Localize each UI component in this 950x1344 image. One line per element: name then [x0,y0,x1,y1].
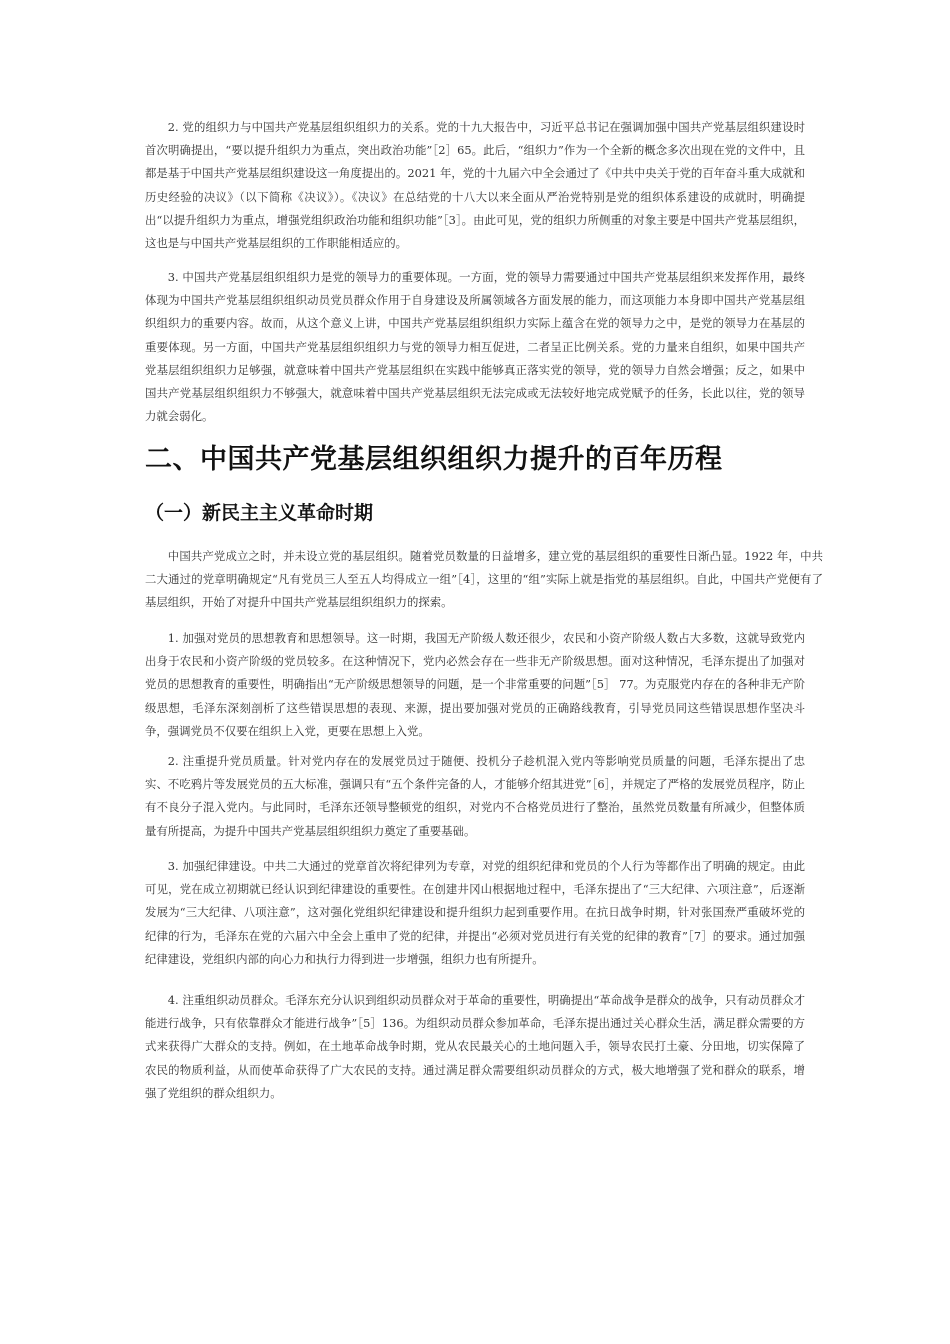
paragraph-intro: 中国共产党成立之时，并未设立党的基层组织。随着党员数量的日益增多，建立党的基层组织的重要性日渐凸显。1922 年，中共二大通过的党章明确规定“凡有党员三人至五人均得成立一组”［4］，这里的“组”实际上就是指党的基层组织。自此，中国共产党便有了基层组织，开始了对提升中国共产党基层组织组织力的探索。 [145,549,823,610]
paragraph-mobilize-masses: 4. 注重组织动员群众。毛泽东充分认识到组织动员群众对于革命的重要性，明确提出“革命战争是群众的战争，只有动员群众才能进行战争，只有依靠群众才能进行战争”［5］136。为组织动员群众参加革命，毛泽东提出通过关心群众生活，满足群众需要的方式来获得广大群众的支持。例如，在土地革命战争时期，党从农民最关心的土地问题入手，领导农民打土豪、分田地，切实保障了农民的物质利益，从而使革命获得了广大农民的支持。通过满足群众需要组织动员群众的方式，极大地增强了党和群众的联系，增强了党组织的群众组织力。 [145,993,805,1100]
section-title: 二、中国共产党基层组织组织力提升的百年历程 [145,444,723,475]
subsection-title: （一）新民主主义革命时期 [145,502,374,524]
paragraph-leadership: 3. 中国共产党基层组织组织力是党的领导力的重要体现。一方面，党的领导力需要通过中国共产党基层组织来发挥作用，最终体现为中国共产党基层组织组织动员党员群众作用于自身建设及所属领域各方面发展的能力，而这项能力本身即中国共产党基层组织组织力的重要内容。故而，从这个意义上讲，中国共产党基层组织组织力实际上蕴含在党的领导力之中，是党的领导力在基层的重要体现。另一方面，中国共产党基层组织组织力与党的领导力相互促进，二者呈正比例关系。党的力量来自组织，如果中国共产党基层组织组织力足够强，就意味着中国共产党基层组织在实践中能够真正落实党的领导，党的领导力自然会增强；反之，如果中国共产党基层组织组织力不够强大，就意味着中国共产党基层组织无法完成或无法较好地完成党赋予的任务，长此以往，党的领导力就会弱化。 [145,270,805,424]
paragraph-ideological-education: 1. 加强对党员的思想教育和思想领导。这一时期，我国无产阶级人数还很少，农民和小资产阶级人数占大多数，这就导致党内出身于农民和小资产阶级的党员较多。在这种情况下，党内必然会存在一些非无产阶级思想。面对这种情况，毛泽东提出了加强对党员的思想教育的重要性，明确指出“无产阶级思想领导的问题，是一个非常重要的问题”［5］ 77。为克服党内存在的各种非无产阶级思想，毛泽东深刻剖析了这些错误思想的表现、来源，提出要加强对党员的正确路线教育，引导党员同这些错误思想作坚决斗争，强调党员不仅要在组织上入党，更要在思想上入党。 [145,631,805,738]
paragraph-member-quality: 2. 注重提升党员质量。针对党内存在的发展党员过于随便、投机分子趁机混入党内等影响党员质量的问题，毛泽东提出了忠实、不吃鸦片等发展党员的五大标准，强调只有“五个条件完备的人，才能够介绍其进党”［6］，并规定了严格的发展党员程序，防止有不良分子混入党内。与此同时，毛泽东还领导整顿党的组织，对党内不合格党员进行了整治，虽然党员数量有所减少，但整体质量有所提高，为提升中国共产党基层组织组织力奠定了重要基础。 [145,754,805,838]
paragraph-discipline: 3. 加强纪律建设。中共二大通过的党章首次将纪律列为专章，对党的组织纪律和党员的个人行为等都作出了明确的规定。由此可见，党在成立初期就已经认识到纪律建设的重要性。在创建井冈山根据地过程中，毛泽东提出了“三大纪律、六项注意”，后逐渐发展为“三大纪律、八项注意”，这对强化党组织纪律建设和提升组织力起到重要作用。在抗日战争时期，针对张国焘严重破坏党的纪律的行为，毛泽东在党的六届六中全会上重申了党的纪律，并提出“必须对党员进行有关党的纪律的教育”［7］的要求。通过加强纪律建设，党组织内部的向心力和执行力得到进一步增强，组织力也有所提升。 [145,859,805,966]
paragraph-organization-relation: 2. 党的组织力与中国共产党基层组织组织力的关系。党的十九大报告中，习近平总书记在强调加强中国共产党基层组织建设时首次明确提出，“要以提升组织力为重点，突出政治功能”［2］65。此后，“组织力”作为一个全新的概念多次出现在党的文件中，且都是基于中国共产党基层组织建设这一角度提出的。2021 年，党的十九届六中全会通过了《中共中央关于党的百年奋斗重大成就和历史经验的决议》（以下简称《决议》）。《决议》在总结党的十八大以来全面从严治党特别是党的组织体系建设的成就时，明确提出“以提升组织力为重点，增强党组织政治功能和组织功能”［3］。由此可见，党的组织力所侧重的对象主要是中国共产党基层组织，这也是与中国共产党基层组织的工作职能相适应的。 [145,120,805,251]
